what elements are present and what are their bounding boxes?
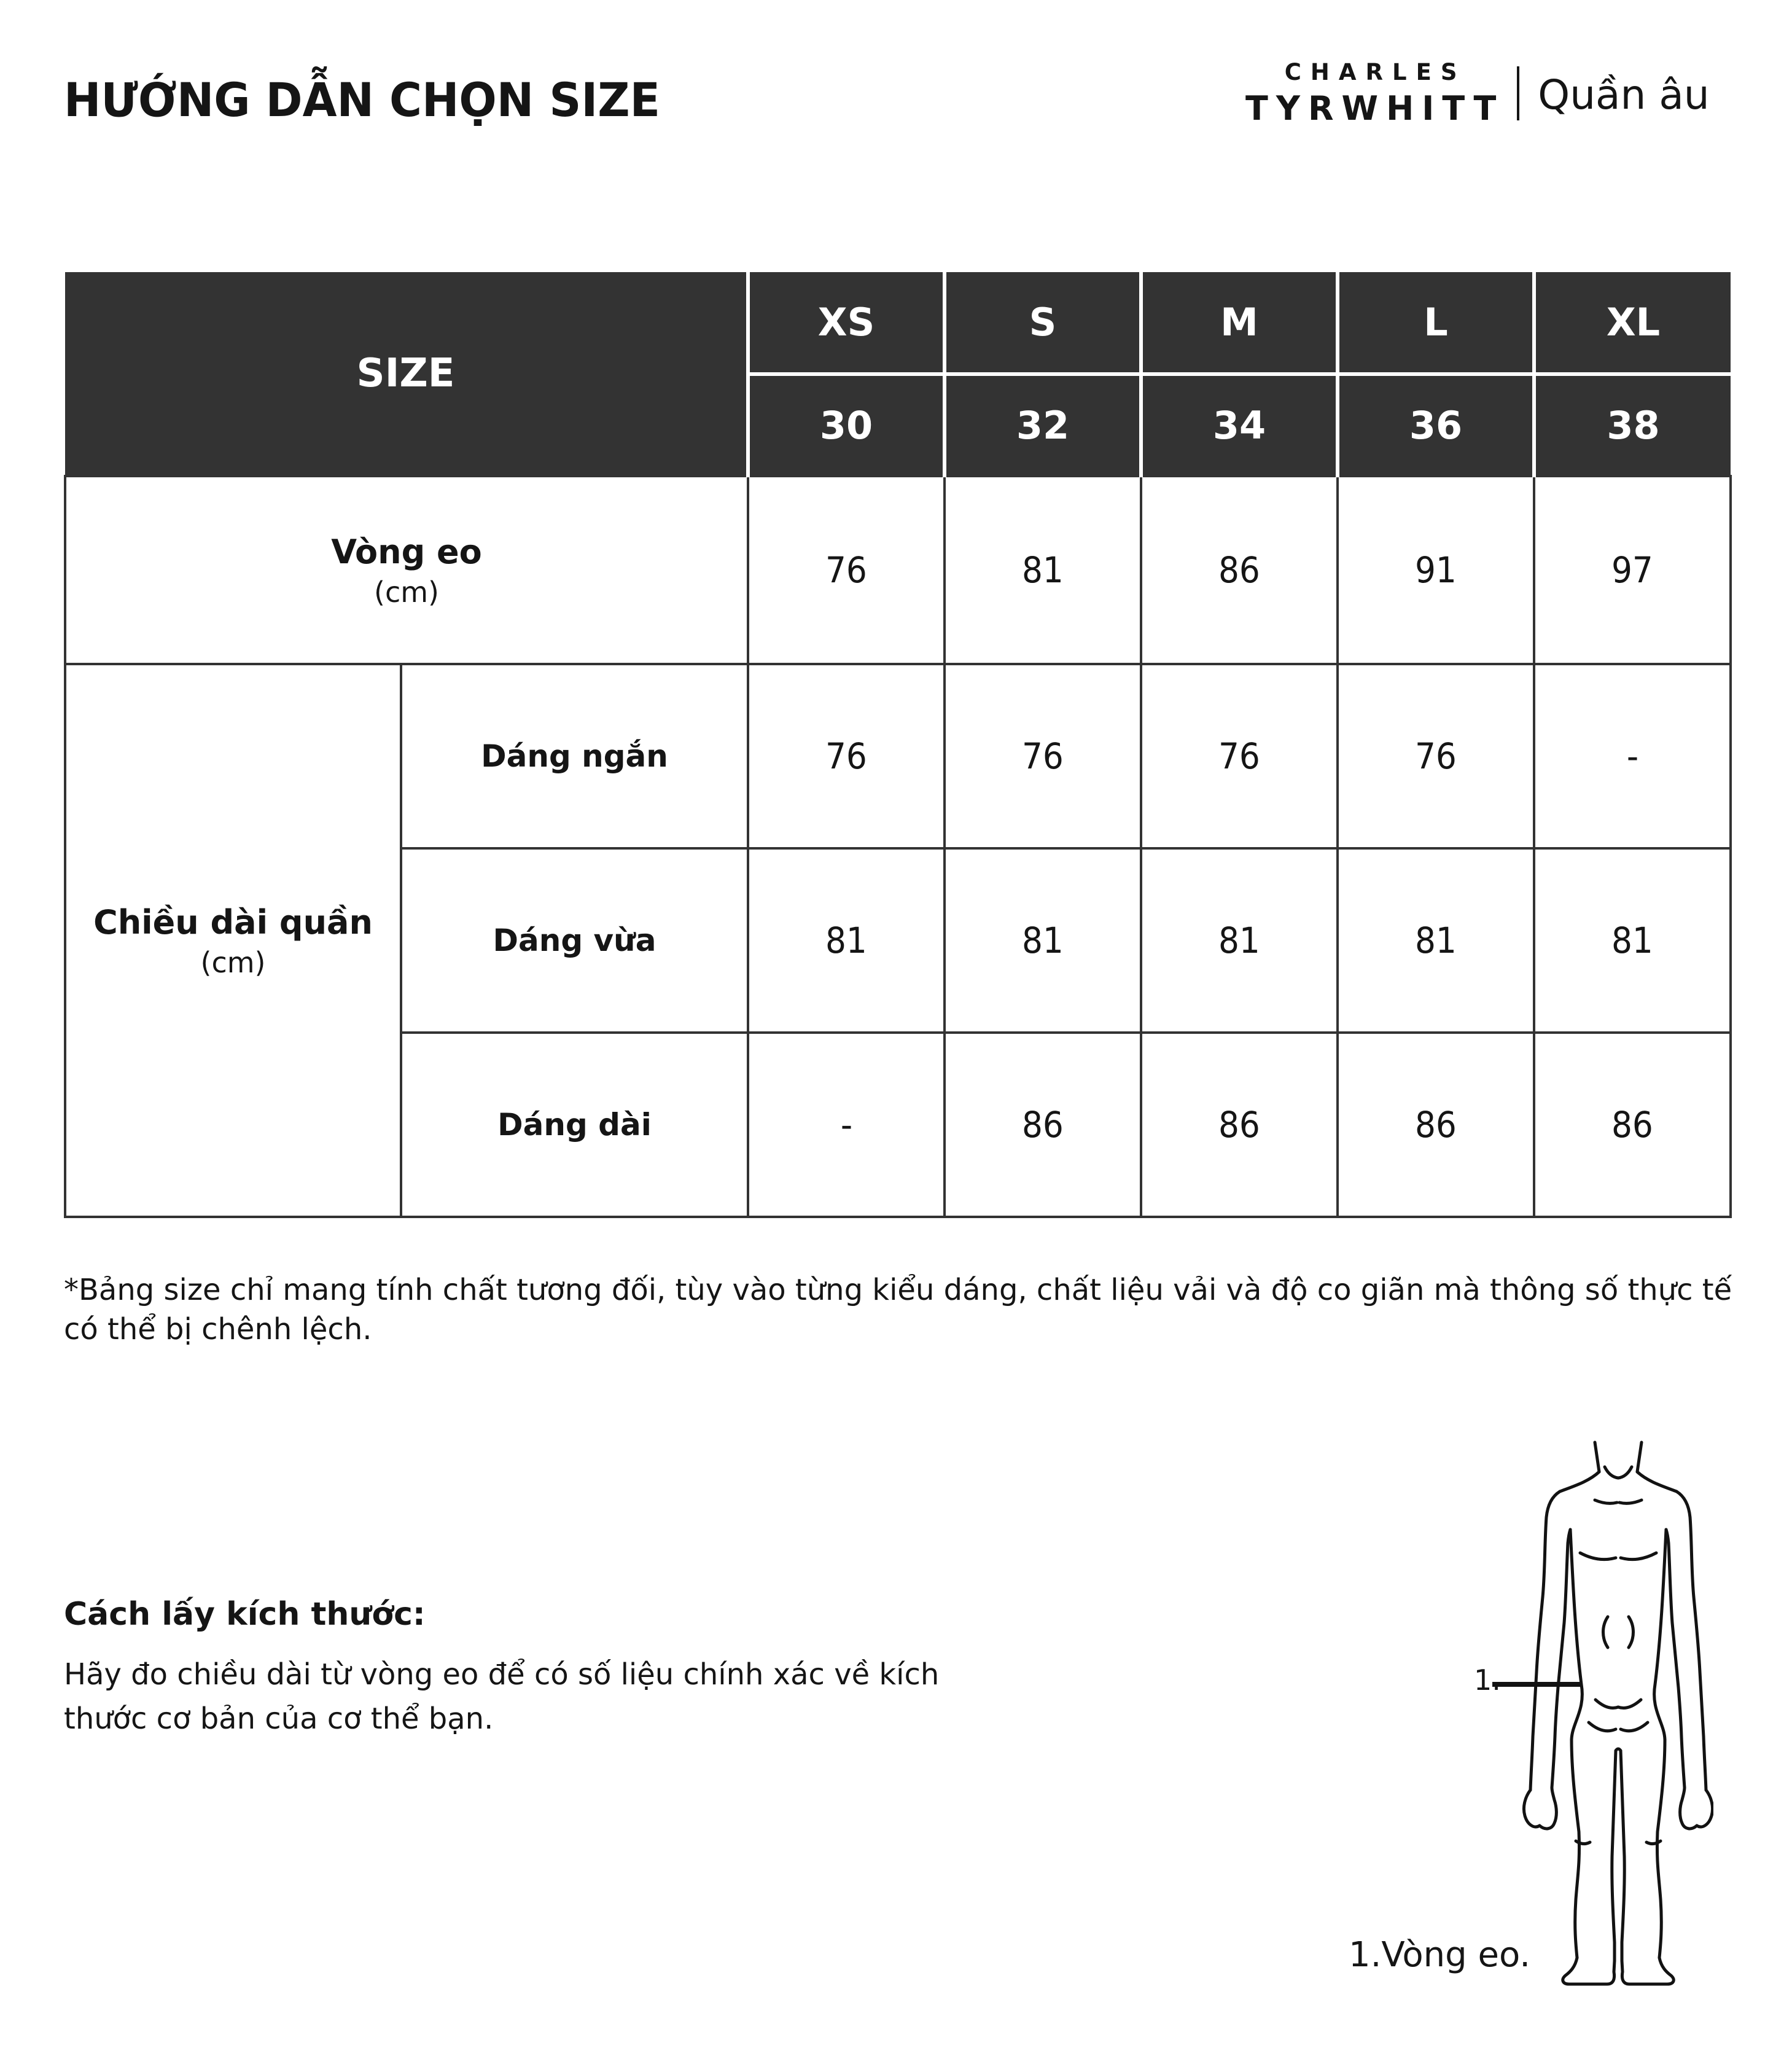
- brand-name-line2: TYRWHITT: [1245, 89, 1505, 128]
- col-header-34: 34: [1141, 374, 1338, 476]
- waist-value-m: 86: [1141, 476, 1338, 664]
- col-header-xs: XS: [748, 272, 945, 374]
- body-outline-drawing: [1431, 1439, 1713, 1991]
- length-row-short: [65, 664, 1731, 848]
- measure-guide-heading: Cách lấy kích thước:: [64, 1596, 426, 1633]
- figure-caption: 1.Vòng eo.: [1349, 1935, 1531, 1975]
- brand-name-line1: CHARLES: [1284, 59, 1467, 85]
- waist-value-xs: 76: [748, 476, 945, 664]
- size-corner-header: [65, 272, 748, 476]
- length-short-xl: -: [1534, 664, 1731, 848]
- size-corner-label: SIZE: [356, 351, 455, 396]
- length-long-s: 86: [945, 1033, 1141, 1217]
- size-disclaimer-note: *Bảng size chỉ mang tính chất tương đối, tùy vào từng kiểu dáng, chất liệu vải và độ co giãn mà thông số thực tế có thể bị chênh lệch.: [64, 1273, 1732, 1347]
- length-group-label: Chiều dài quần: [93, 903, 373, 942]
- page-title: HƯỚNG DẪN CHỌN SIZE: [64, 72, 660, 127]
- col-header-30: 30: [748, 374, 945, 476]
- brand-divider: [1517, 66, 1519, 120]
- length-regular-m: 81: [1141, 848, 1338, 1033]
- brand-lockup: [1245, 59, 1710, 128]
- size-table: [64, 272, 1732, 1218]
- length-regular-xs: 81: [748, 848, 945, 1033]
- waist-value-l: 91: [1338, 476, 1534, 664]
- body-figure-illustration: [1431, 1439, 1713, 1991]
- waist-row-unit: (cm): [374, 575, 439, 609]
- col-header-32: 32: [945, 374, 1141, 476]
- length-short-label-cell: Dáng ngắn: [401, 664, 748, 848]
- col-header-l: L: [1338, 272, 1534, 374]
- length-short-s: 76: [945, 664, 1141, 848]
- waist-row: [65, 476, 1731, 664]
- figure-point-label: 1.: [1474, 1663, 1501, 1697]
- length-short-xs: 76: [748, 664, 945, 848]
- length-long-xl: 86: [1534, 1033, 1731, 1217]
- waist-row-label-cell: [65, 476, 748, 664]
- body-outline-strokes: [1524, 1442, 1712, 1984]
- product-category-label: Quần âu: [1538, 71, 1710, 119]
- table-row: [65, 272, 1731, 374]
- length-short-m: 76: [1141, 664, 1338, 848]
- length-long-l: 86: [1338, 1033, 1534, 1217]
- length-short-l: 76: [1338, 664, 1534, 848]
- length-regular-s: 81: [945, 848, 1141, 1033]
- length-long-xs: -: [748, 1033, 945, 1217]
- col-header-38: 38: [1534, 374, 1731, 476]
- length-regular-label-cell: Dáng vừa: [401, 848, 748, 1033]
- col-header-36: 36: [1338, 374, 1534, 476]
- length-long-label-cell: Dáng dài: [401, 1033, 748, 1217]
- length-long-m: 86: [1141, 1033, 1338, 1217]
- waist-row-label: Vòng eo: [331, 533, 482, 572]
- col-header-xl: XL: [1534, 272, 1731, 374]
- brand-wordmark: [1245, 59, 1505, 128]
- col-header-s: S: [945, 272, 1141, 374]
- col-header-m: M: [1141, 272, 1338, 374]
- waist-value-s: 81: [945, 476, 1141, 664]
- measure-guide-text: Hãy đo chiều dài từ vòng eo để có số liệu chính xác về kích thước cơ bản của cơ thể bạn.: [64, 1657, 940, 1736]
- length-group-label-cell: [65, 664, 401, 1217]
- length-group-unit: (cm): [200, 945, 266, 979]
- length-regular-xl: 81: [1534, 848, 1731, 1033]
- length-regular-l: 81: [1338, 848, 1534, 1033]
- waist-value-xl: 97: [1534, 476, 1731, 664]
